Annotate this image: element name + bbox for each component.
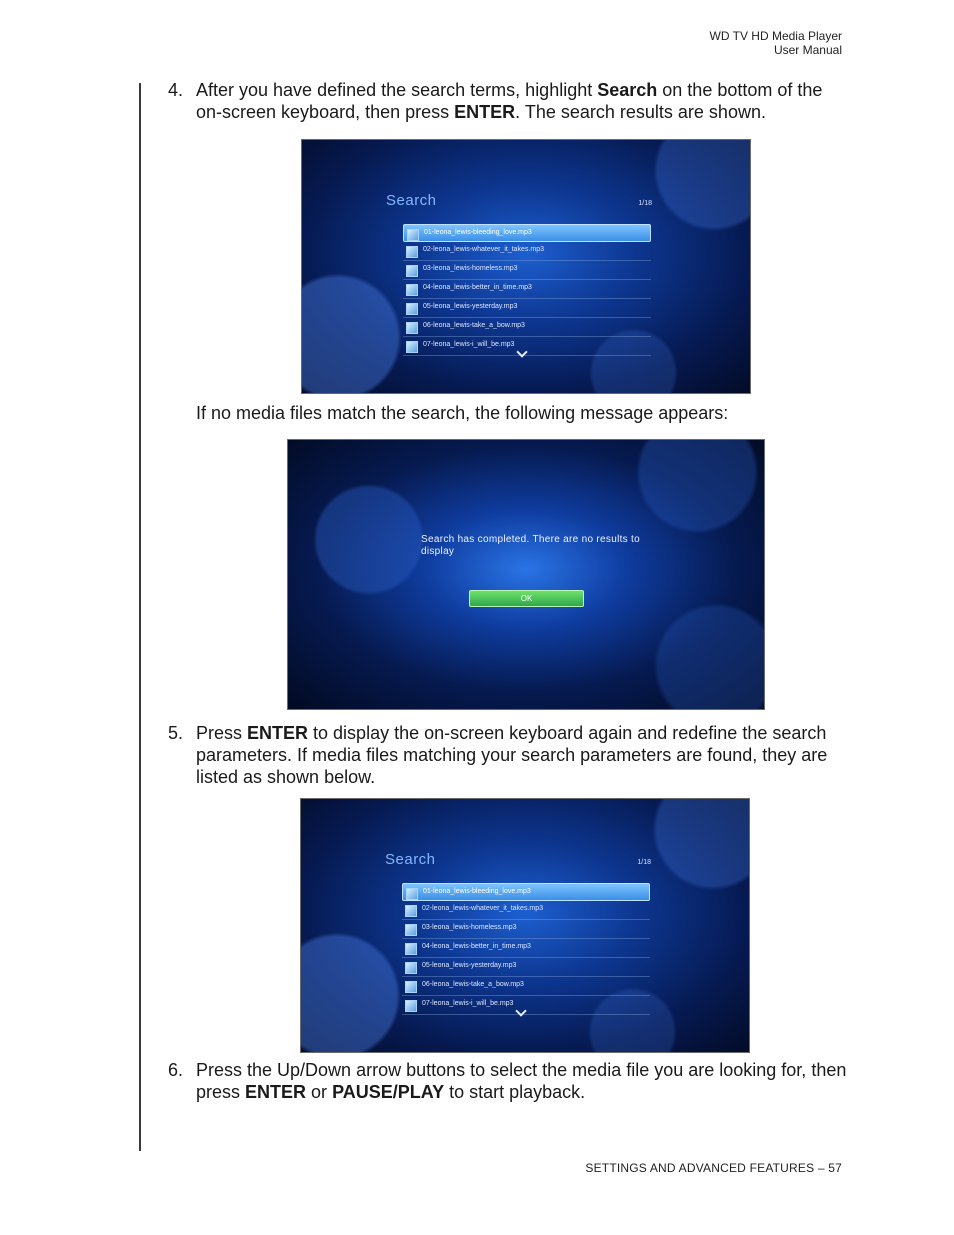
search-results-screenshot-2 <box>300 798 750 1053</box>
file-name: 03-leona_lewis-homeless.mp3 <box>423 265 518 272</box>
file-row[interactable] <box>403 299 651 318</box>
step-text <box>196 1059 848 1103</box>
file-name: 05-leona_lewis-yesterday.mp3 <box>422 962 517 969</box>
file-row[interactable] <box>403 318 651 337</box>
no-results-message: Search has completed. There are no results to display <box>421 534 640 557</box>
file-name: 05-leona_lewis-yesterday.mp3 <box>423 303 518 310</box>
file-row[interactable] <box>402 977 650 996</box>
file-row[interactable] <box>402 901 650 920</box>
text-run: to start playback. <box>444 1082 586 1102</box>
screen-title: Search <box>385 851 436 868</box>
file-name: 03-leona_lewis-homeless.mp3 <box>422 924 517 931</box>
file-row-selected[interactable] <box>403 224 651 242</box>
file-row[interactable] <box>402 939 650 958</box>
music-file-icon <box>405 943 417 955</box>
file-name: 01-leona_lewis-bleeding_love.mp3 <box>424 229 532 236</box>
step-text <box>196 79 848 123</box>
text-run: . The search results are shown. <box>515 102 766 122</box>
step-number: 5. <box>168 723 184 743</box>
file-row[interactable] <box>402 958 650 977</box>
file-name: 04-leona_lewis-better_in_time.mp3 <box>422 943 531 950</box>
page-header <box>710 29 842 57</box>
file-row[interactable] <box>402 996 650 1015</box>
result-count: 1/18 <box>638 200 652 207</box>
step-5 <box>168 722 848 788</box>
bold-run: Search <box>597 80 658 100</box>
header-product: WD TV HD Media Player <box>709 29 842 43</box>
search-results-screenshot <box>301 139 751 394</box>
text-run: Press <box>196 723 248 743</box>
music-file-icon <box>406 246 418 258</box>
file-name: 06-leona_lewis-take_a_bow.mp3 <box>422 981 524 988</box>
text-run: on the bottom of the on-screen keyboard, then press <box>196 80 823 122</box>
bold-run: ENTER <box>245 1082 307 1102</box>
bold-run: ENTER <box>247 723 309 743</box>
file-name: 06-leona_lewis-take_a_bow.mp3 <box>423 322 525 329</box>
file-list <box>403 224 651 356</box>
music-file-icon <box>406 888 418 900</box>
bold-run: PAUSE/PLAY <box>332 1082 445 1102</box>
page-footer: SETTINGS AND ADVANCED FEATURES – 57 <box>585 1161 842 1175</box>
margin-rule <box>139 83 141 1151</box>
no-results-screenshot <box>287 439 765 710</box>
music-file-icon <box>407 229 419 241</box>
bold-run: ENTER <box>454 102 516 122</box>
music-file-icon <box>405 962 417 974</box>
file-row[interactable] <box>403 242 651 261</box>
file-row[interactable] <box>402 920 650 939</box>
file-row-selected[interactable] <box>402 883 650 901</box>
file-name: 07-leona_lewis-i_will_be.mp3 <box>422 1000 514 1007</box>
music-file-icon <box>405 905 417 917</box>
step-text <box>196 722 848 788</box>
text-run: or <box>306 1082 333 1102</box>
music-file-icon <box>406 303 418 315</box>
file-row[interactable] <box>403 337 651 356</box>
step-6 <box>168 1059 848 1103</box>
header-manual: User Manual <box>773 43 842 57</box>
result-count: 1/18 <box>637 859 651 866</box>
ok-button[interactable]: OK <box>469 590 584 607</box>
text-run: to display the on-screen keyboard again and redefine the search parameters. If media files matching your search parameters are found, they are listed as shown below. <box>196 723 828 787</box>
file-name: 07-leona_lewis-i_will_be.mp3 <box>423 341 515 348</box>
file-row[interactable] <box>403 280 651 299</box>
file-name: 02-leona_lewis-whatever_it_takes.mp3 <box>423 246 545 253</box>
music-file-icon <box>405 1000 417 1012</box>
screen-title: Search <box>386 192 437 209</box>
music-file-icon <box>406 341 418 353</box>
music-file-icon <box>405 981 417 993</box>
file-name: 04-leona_lewis-better_in_time.mp3 <box>423 284 532 291</box>
file-name: 02-leona_lewis-whatever_it_takes.mp3 <box>422 905 544 912</box>
step-number: 4. <box>168 80 184 100</box>
step-4 <box>168 79 848 123</box>
file-list <box>402 883 650 1015</box>
file-name: 01-leona_lewis-bleeding_love.mp3 <box>423 888 531 895</box>
step-number: 6. <box>168 1060 184 1080</box>
music-file-icon <box>406 322 418 334</box>
text-run: Press the Up/Down arrow buttons to select the media file you are looking for, then press <box>196 1060 847 1102</box>
file-row[interactable] <box>403 261 651 280</box>
music-file-icon <box>405 924 417 936</box>
music-file-icon <box>406 265 418 277</box>
no-match-text: If no media files match the search, the following message appears: <box>196 403 729 423</box>
text-run: After you have defined the search terms, highlight <box>196 80 598 100</box>
music-file-icon <box>406 284 418 296</box>
